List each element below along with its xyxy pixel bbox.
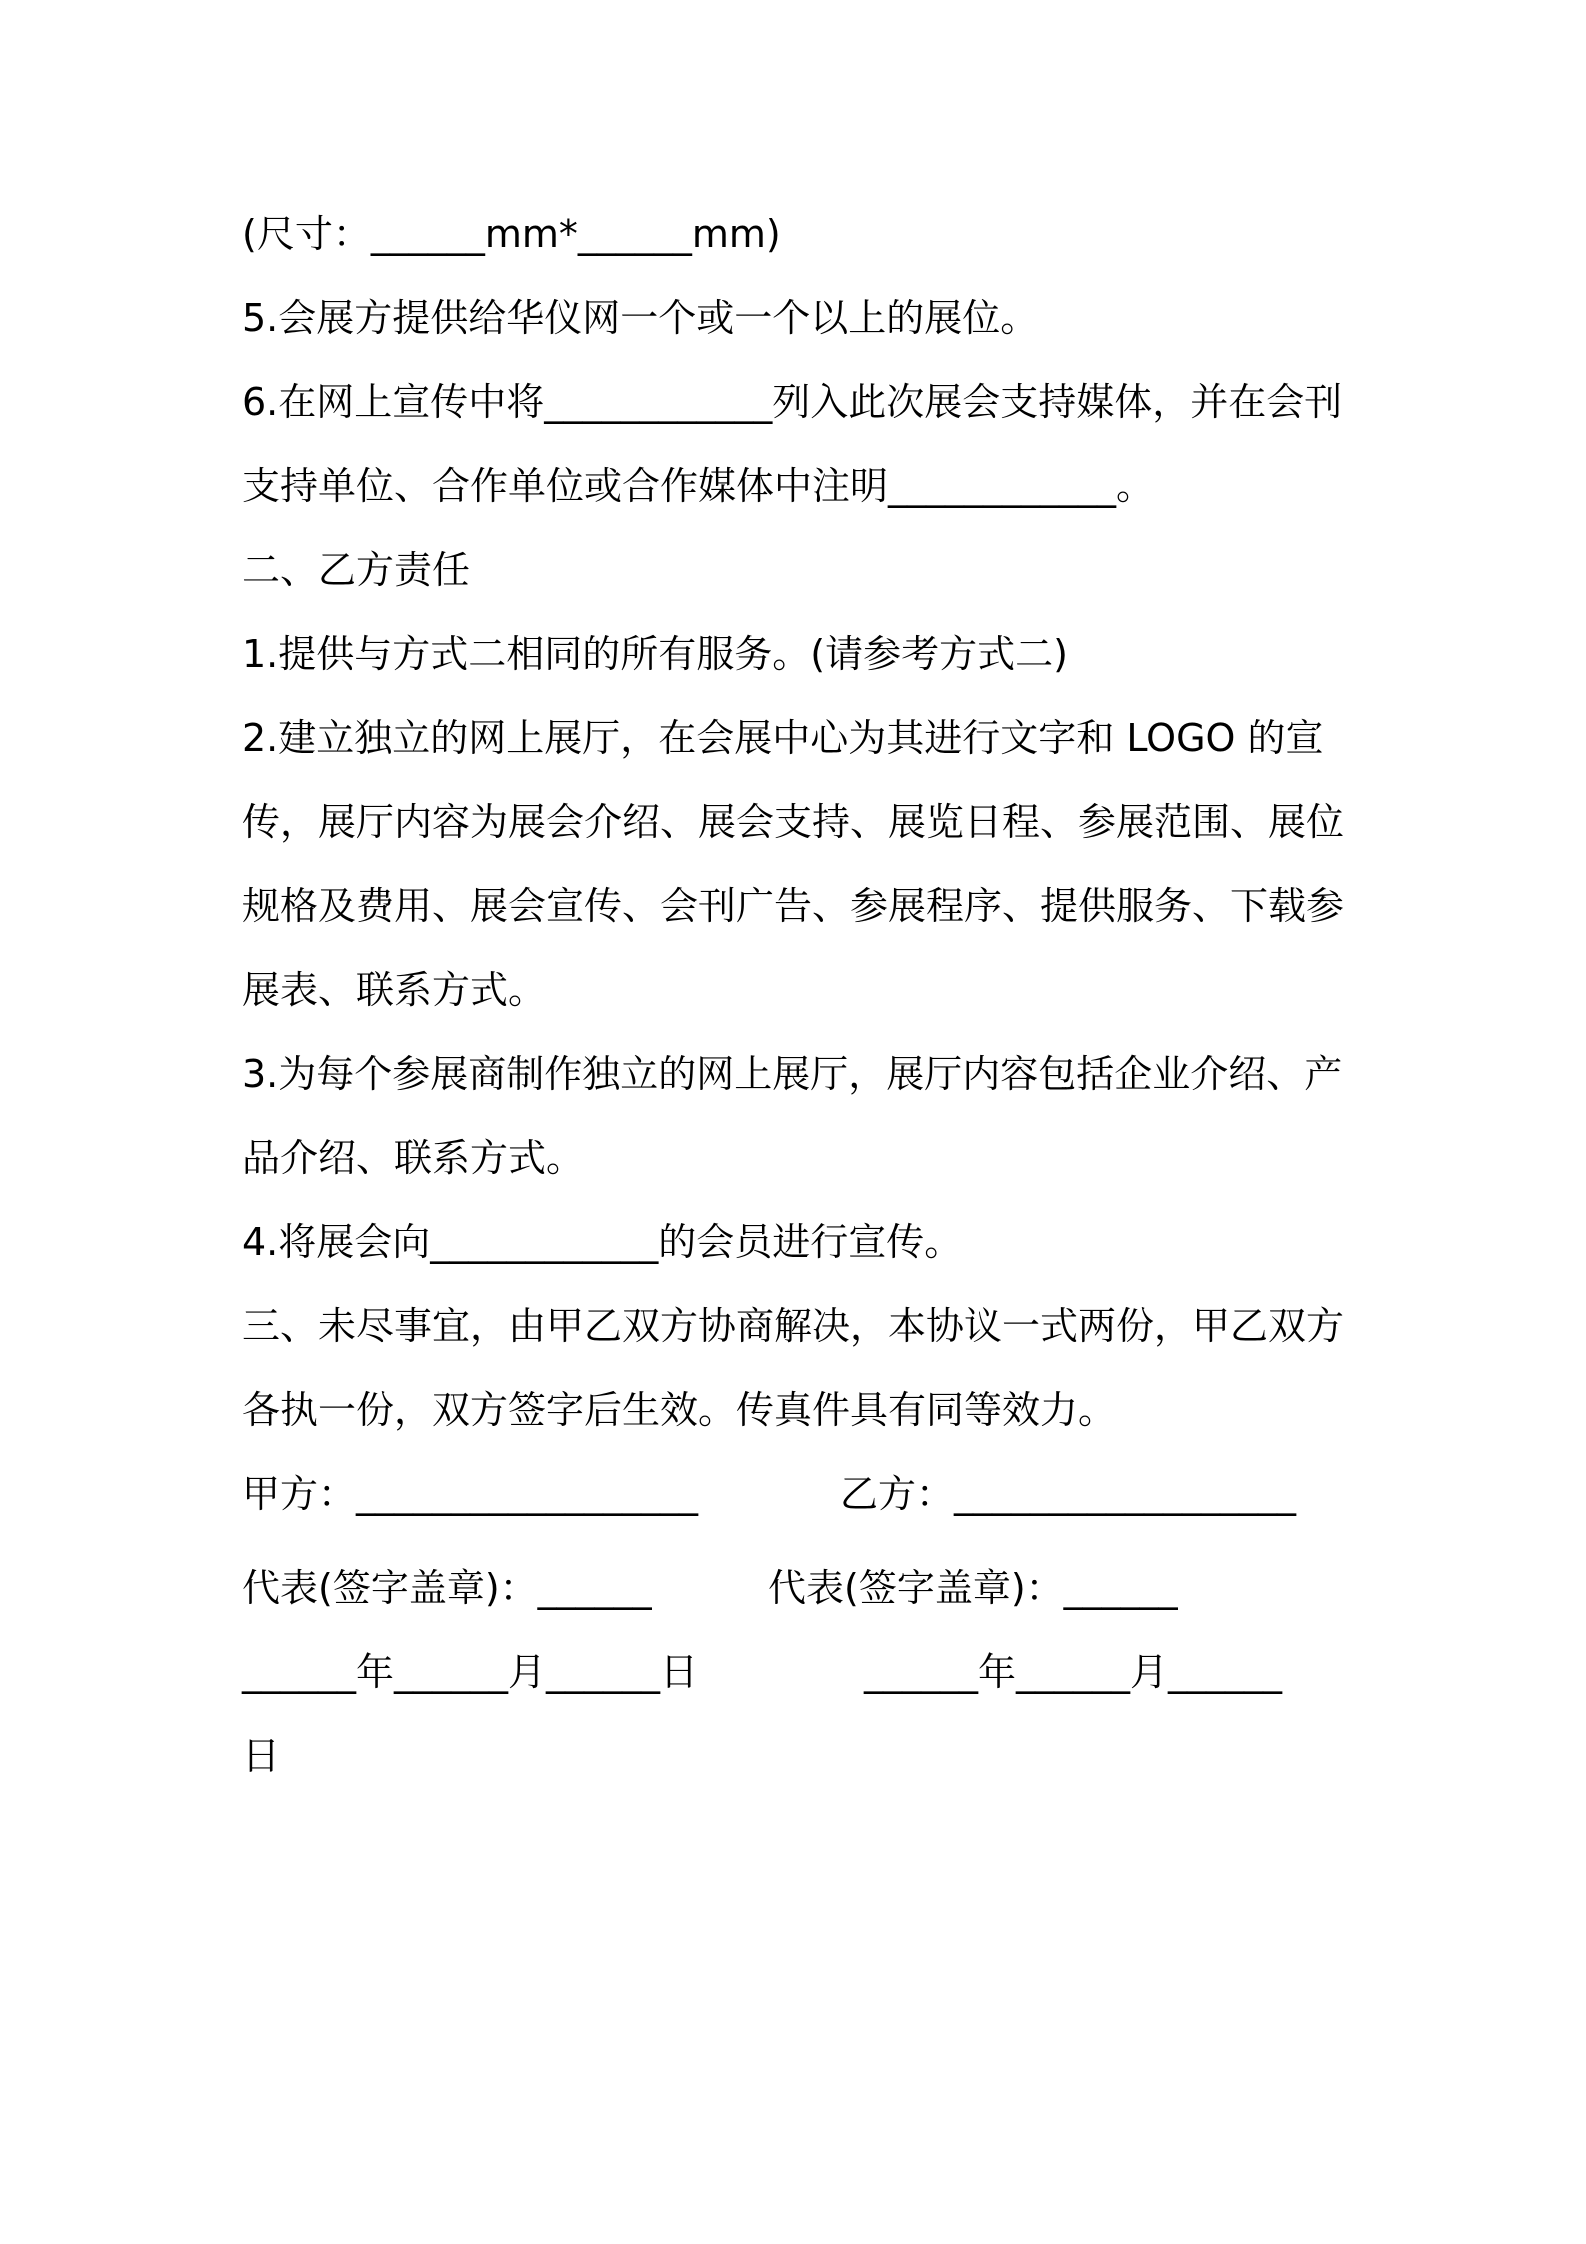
paragraph-item-5: 5.会展方提供给华仪网一个或一个以上的展位。 — [242, 296, 1039, 340]
signature-party-row — [242, 1452, 1352, 1536]
party-b-date: ______年______月______ — [864, 1650, 1283, 1694]
party-b-representative: 代表(签字盖章)：______ — [768, 1566, 1178, 1610]
party-a-signature: 甲方：__________________ — [242, 1472, 699, 1516]
document-body — [242, 192, 1352, 1798]
paragraph-size: (尺寸：______mm*______mm) — [242, 212, 781, 256]
paragraph-b-item-2: 2.建立独立的网上展厅，在会展中心为其进行文字和 LOGO 的宣传，展厅内容为展会介绍、展会支持、展览日程、参展范围、展位规格及费用、展会宣传、会刊广告、参展程序、提供服务、下载参展表、联系方式。 — [242, 716, 1345, 1012]
date-row — [242, 1630, 1352, 1714]
paragraph-item-6: 6.在网上宣传中将____________列入此次展会支持媒体，并在会刊支持单位、合作单位或合作媒体中注明____________。 — [242, 380, 1343, 508]
party-b-signature: 乙方：__________________ — [840, 1472, 1297, 1516]
party-a-representative: 代表(签字盖章)：______ — [242, 1566, 652, 1610]
date-day-row — [242, 1714, 1352, 1798]
representative-row — [242, 1546, 1352, 1630]
paragraph-b-item-3: 3.为每个参展商制作独立的网上展厅，展厅内容包括企业介绍、产品介绍、联系方式。 — [242, 1052, 1343, 1180]
section-other-matters: 三、未尽事宜，由甲乙双方协商解决，本协议一式两份，甲乙双方各执一份，双方签字后生效。传真件具有同等效力。 — [242, 1304, 1345, 1432]
paragraph-b-item-1: 1.提供与方式二相同的所有服务。(请参考方式二) — [242, 632, 1068, 676]
party-b-date-day: 日 — [242, 1734, 281, 1778]
paragraph-b-item-4: 4.将展会向____________的会员进行宣传。 — [242, 1220, 963, 1264]
party-a-date: ______年______月______日 — [242, 1650, 699, 1694]
section-heading-party-b: 二、乙方责任 — [242, 548, 471, 592]
